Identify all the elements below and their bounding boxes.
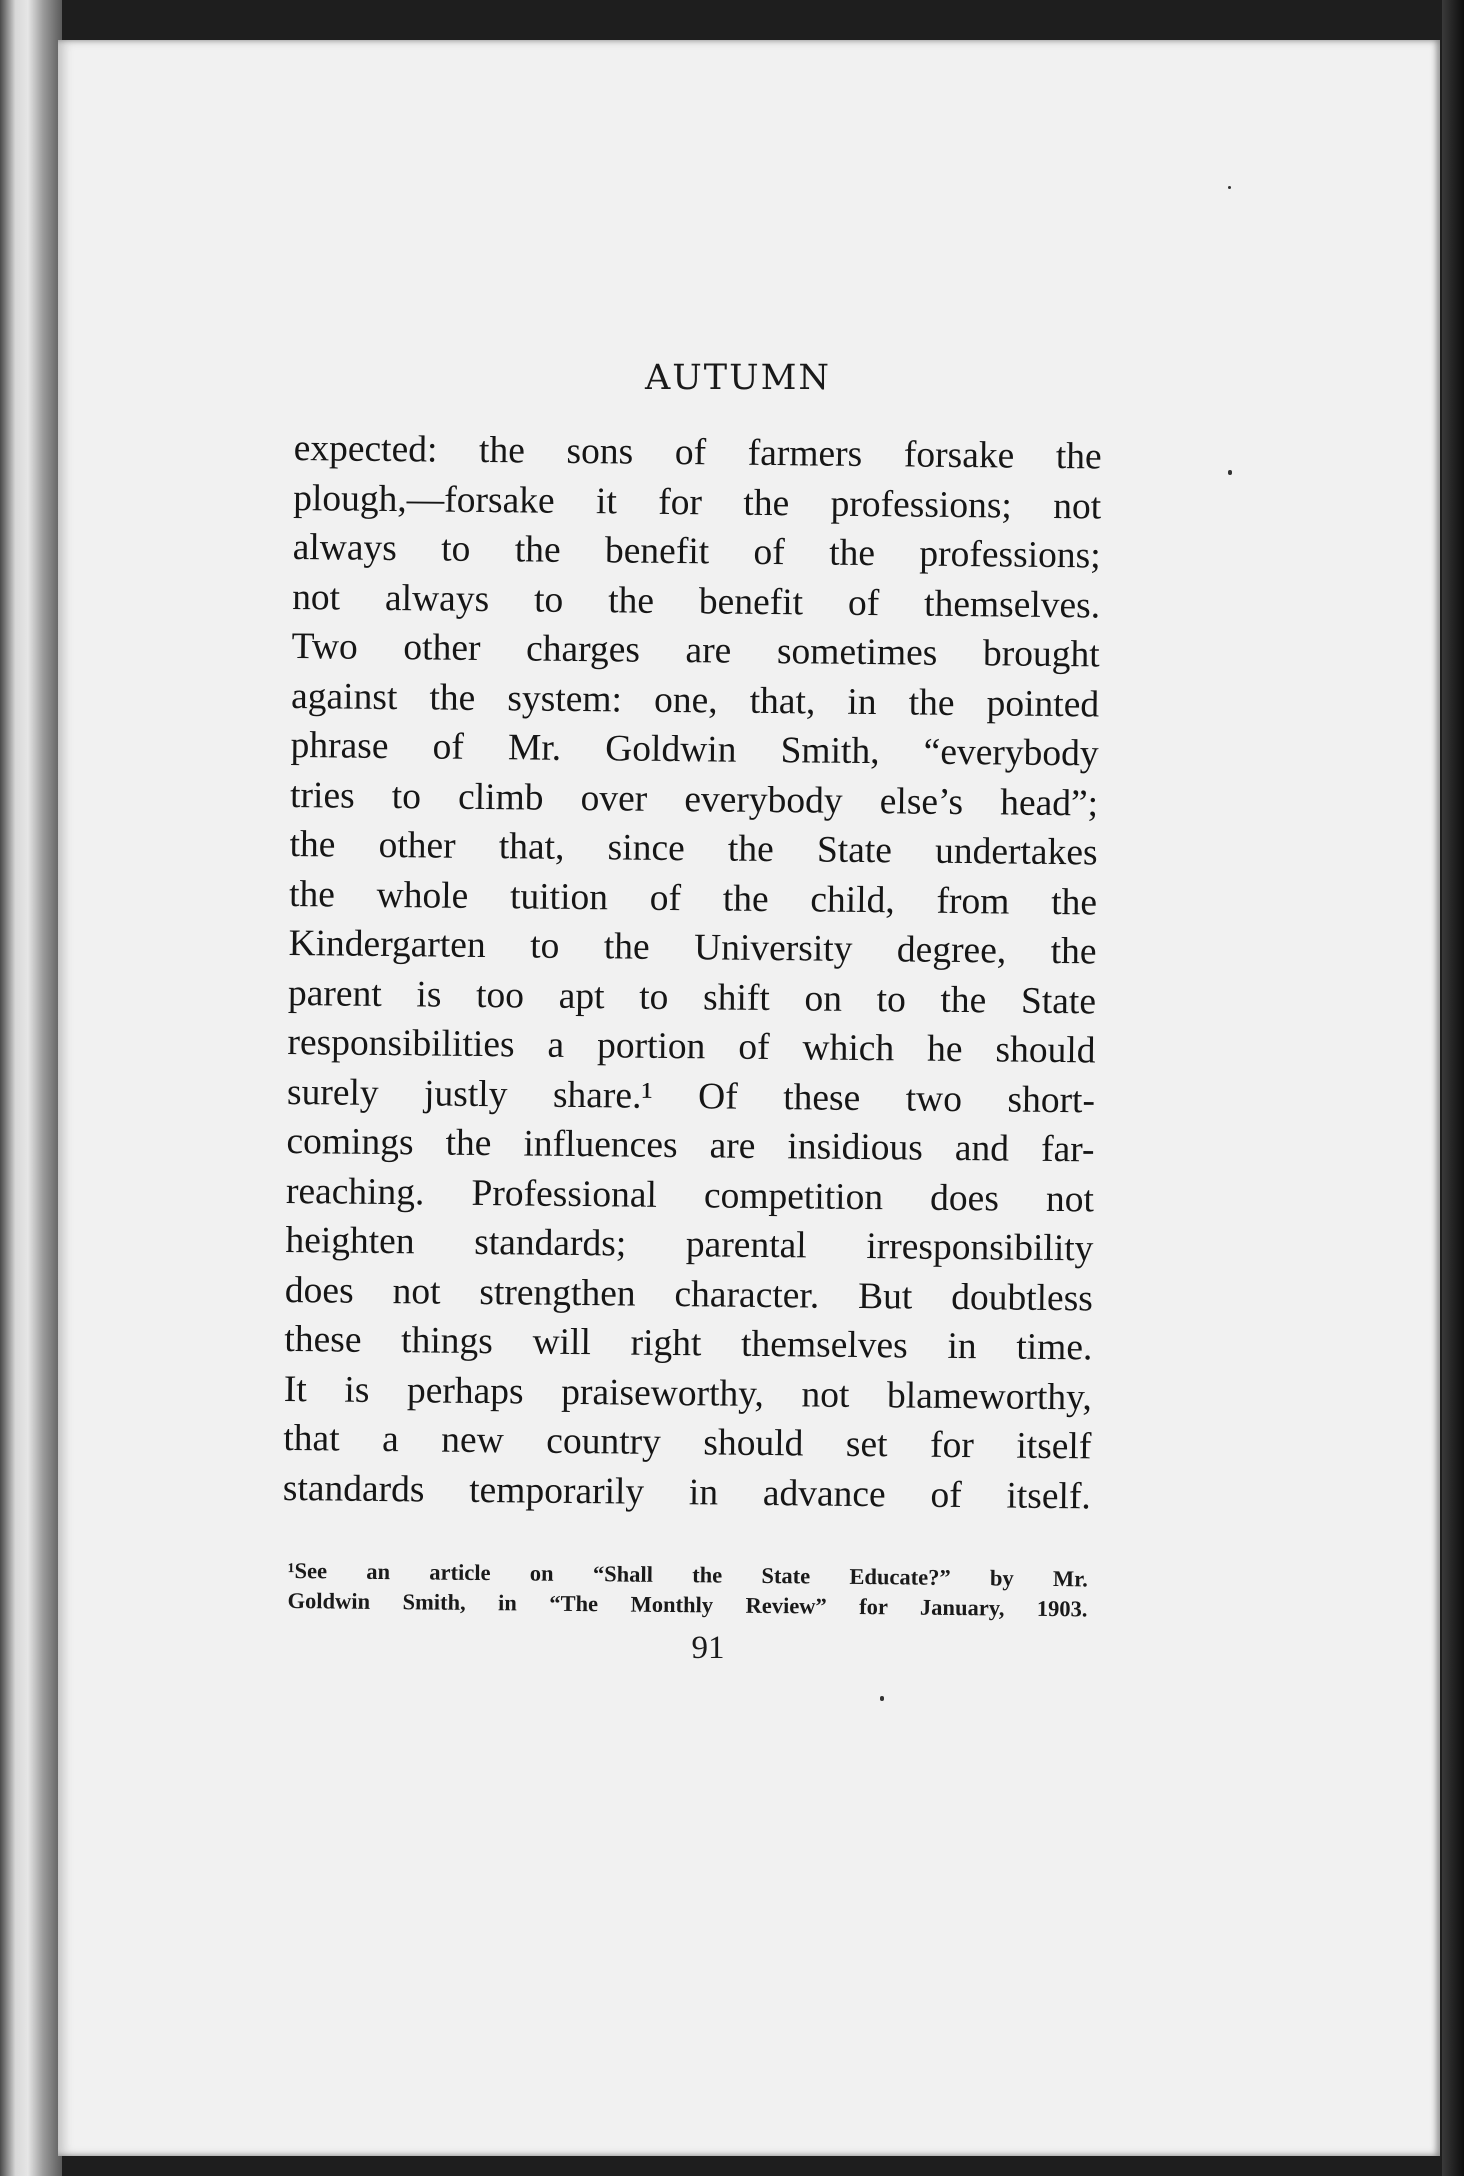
body-line: heighten standards; parental irresponsibility: [285, 1219, 1094, 1270]
body-line: not always to the benefit of themselves.: [291, 576, 1101, 626]
dust-speck: [1228, 470, 1232, 475]
body-line: parent is too apt to shift on to the State: [287, 972, 1097, 1022]
book-spine: [0, 0, 62, 2176]
body-line: responsibilities a portion of which he should: [287, 1021, 1096, 1072]
body-text: [283, 424, 1102, 1521]
body-line: Kindergarten to the University degree, the: [288, 922, 1097, 973]
page-edge-shadow: [1442, 0, 1464, 2176]
footnote-line: ¹See an article on “Shall the State Educate?” by Mr.: [287, 1557, 1088, 1592]
body-line: Two other charges are sometimes brought: [291, 625, 1100, 676]
page-number: 91: [691, 1630, 725, 1666]
footnote-line: Goldwin Smith, in “The Monthly Review” for January, 1903.: [287, 1587, 1088, 1622]
body-line: tries to climb over everybody else’s head”;: [289, 774, 1099, 824]
body-line: phrase of Mr. Goldwin Smith, “everybody: [290, 724, 1099, 775]
body-line: the whole tuition of the child, from the: [288, 873, 1098, 923]
dust-speck: [880, 1696, 884, 1701]
body-line: against the system: one, that, in the pointed: [290, 675, 1100, 725]
body-line: comings the influences are insidious and far-: [286, 1120, 1095, 1171]
body-line: does not strengthen character. But doubtless: [284, 1269, 1094, 1319]
footnote: [287, 1556, 1088, 1624]
book-page: [58, 40, 1440, 2156]
body-line: always to the benefit of the professions;: [292, 526, 1101, 577]
body-line: these things will right themselves in time.: [284, 1318, 1093, 1369]
body-line: reaching. Professional competition does not: [285, 1170, 1095, 1220]
body-line: expected: the sons of farmers forsake the: [293, 427, 1102, 478]
body-line: that a new country should set for itself: [283, 1417, 1092, 1468]
body-line: plough,—forsake it for the professions; not: [293, 477, 1102, 527]
body-line: surely justly share.¹ Of these two short-: [286, 1071, 1096, 1121]
running-head: AUTUMN: [644, 358, 832, 398]
body-line: It is perhaps praiseworthy, not blameworthy,: [283, 1368, 1093, 1418]
body-line: the other that, since the State undertakes: [289, 823, 1098, 874]
body-line: standards temporarily in advance of itself.: [282, 1467, 1092, 1517]
dust-speck: [1228, 186, 1231, 189]
